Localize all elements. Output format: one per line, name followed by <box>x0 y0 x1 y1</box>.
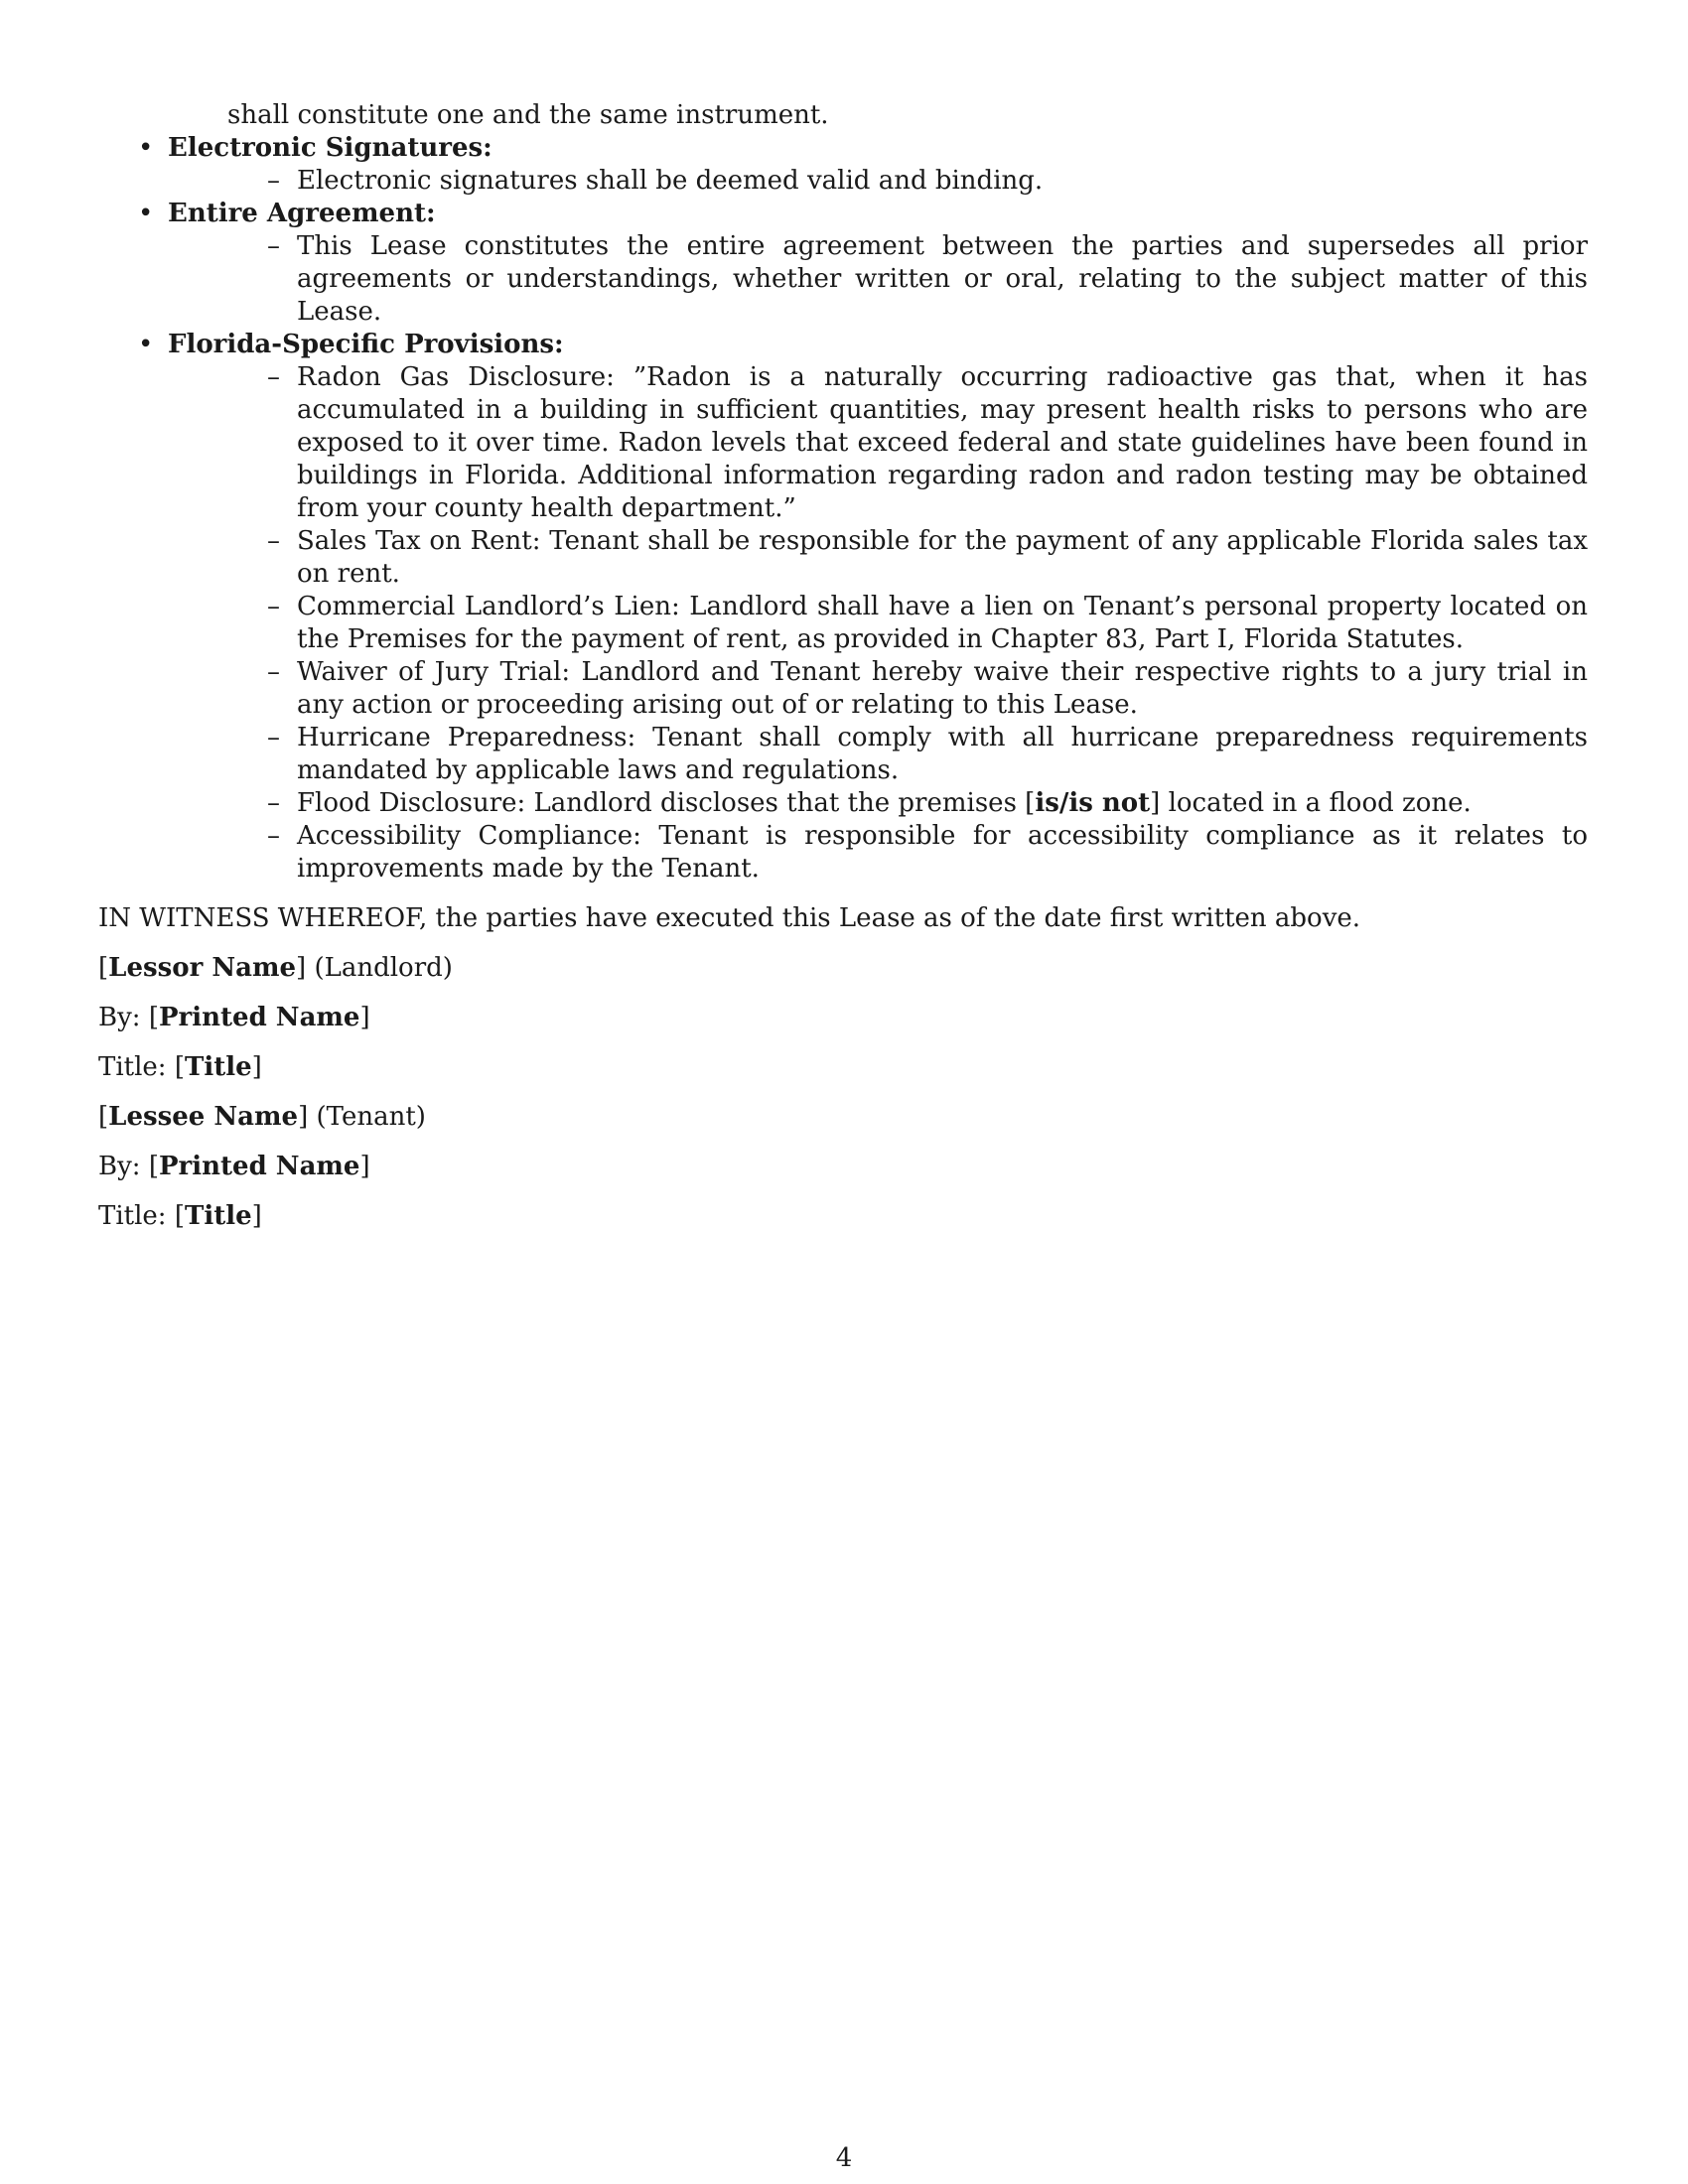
tenant-printed-name: Printed Name <box>158 1152 360 1181</box>
flood-placeholder: is/is not <box>1035 788 1151 818</box>
landlord-title-line: Title: [Title] <box>98 1052 262 1082</box>
clause-electronic-signatures <box>98 132 1588 198</box>
bullet-icon: • <box>138 199 154 228</box>
clause-entire-agreement <box>98 198 1588 329</box>
sub-clause-radon: – Radon Gas Disclosure: ”Radon is a naturally occurring radioactive gas that, when it has accumulated in a building in sufficient quantities, may present health risks to persons who are exposed to it over time. Radon levels that exceed federal and state guidelines have been found in buildings in Florida. Additional information regarding radon and radon testing may be obtained from your county health department.” <box>267 362 1588 523</box>
clause-heading: Entire Agreement: <box>168 199 436 228</box>
bullet-icon: • <box>138 330 154 359</box>
continuation-text: shall constitute one and the same instrument. <box>227 100 829 130</box>
dash-icon: – <box>267 362 280 392</box>
sub-clause-jury-waiver: – Waiver of Jury Trial: Landlord and Tenant hereby waive their respective rights to a jury trial in any action or proceeding arising out of or relating to this Lease. <box>267 657 1588 720</box>
sub-clause-flood: – Flood Disclosure: Landlord discloses that the premises [is/is not] located in a flood zone. <box>267 788 1472 818</box>
dash-icon: – <box>267 526 280 556</box>
landlord-printed-name: Printed Name <box>158 1003 360 1032</box>
dash-icon: – <box>267 231 280 261</box>
dash-icon: – <box>267 657 280 687</box>
landlord-name-line: [Lessor Name] (Landlord) <box>98 953 453 983</box>
clause-heading: Florida-Specific Provisions: <box>168 330 564 359</box>
dash-icon: – <box>267 723 280 752</box>
clause-list <box>98 132 1588 886</box>
tenant-title: Title <box>185 1201 252 1231</box>
tenant-name-line: [Lessee Name] (Tenant) <box>98 1102 426 1132</box>
tenant-by-line: By: [Printed Name] <box>98 1152 370 1181</box>
sub-clause: – Electronic signatures shall be deemed valid and binding. <box>267 166 1044 196</box>
landlord-role: (Landlord) <box>314 953 453 983</box>
sub-clause-list <box>168 230 1588 329</box>
tenant-role: (Tenant) <box>316 1102 426 1132</box>
bullet-icon: • <box>138 133 154 163</box>
sub-clause-sales-tax: – Sales Tax on Rent: Tenant shall be responsible for the payment of any applicable Florida sales tax on rent. <box>267 526 1588 589</box>
tenant-name: Lessee Name <box>108 1102 299 1132</box>
dash-icon: – <box>267 788 280 818</box>
clause-florida-provisions <box>98 329 1588 886</box>
page-number: 4 <box>835 2143 853 2173</box>
dash-icon: – <box>267 821 280 851</box>
landlord-by-line: By: [Printed Name] <box>98 1003 370 1032</box>
dash-icon: – <box>267 166 280 196</box>
landlord-name: Lessor Name <box>108 953 297 983</box>
dash-icon: – <box>267 592 280 621</box>
tenant-title-line: Title: [Title] <box>98 1201 262 1231</box>
sub-clause-list <box>168 361 1588 886</box>
witness-statement: IN WITNESS WHEREOF, the parties have executed this Lease as of the date first written above. <box>98 903 1361 933</box>
sub-clause: – This Lease constitutes the entire agreement between the parties and supersedes all prior agreements or understandings, whether written or oral, relating to the subject matter of this Lease. <box>267 231 1588 327</box>
sub-clause-hurricane: – Hurricane Preparedness: Tenant shall comply with all hurricane preparedness requirements mandated by applicable laws and regulations. <box>267 723 1588 785</box>
document-body <box>98 99 1588 1233</box>
sub-clause-list <box>168 165 1588 198</box>
clause-heading: Electronic Signatures: <box>168 133 492 163</box>
sub-clause-accessibility: – Accessibility Compliance: Tenant is responsible for accessibility compliance as it relates to improvements made by the Tenant. <box>267 821 1588 884</box>
landlord-title: Title <box>185 1052 252 1082</box>
sub-clause-landlord-lien: – Commercial Landlord’s Lien: Landlord shall have a lien on Tenant’s personal property located on the Premises for the payment of rent, as provided in Chapter 83, Part I, Florida Statutes. <box>267 592 1588 654</box>
